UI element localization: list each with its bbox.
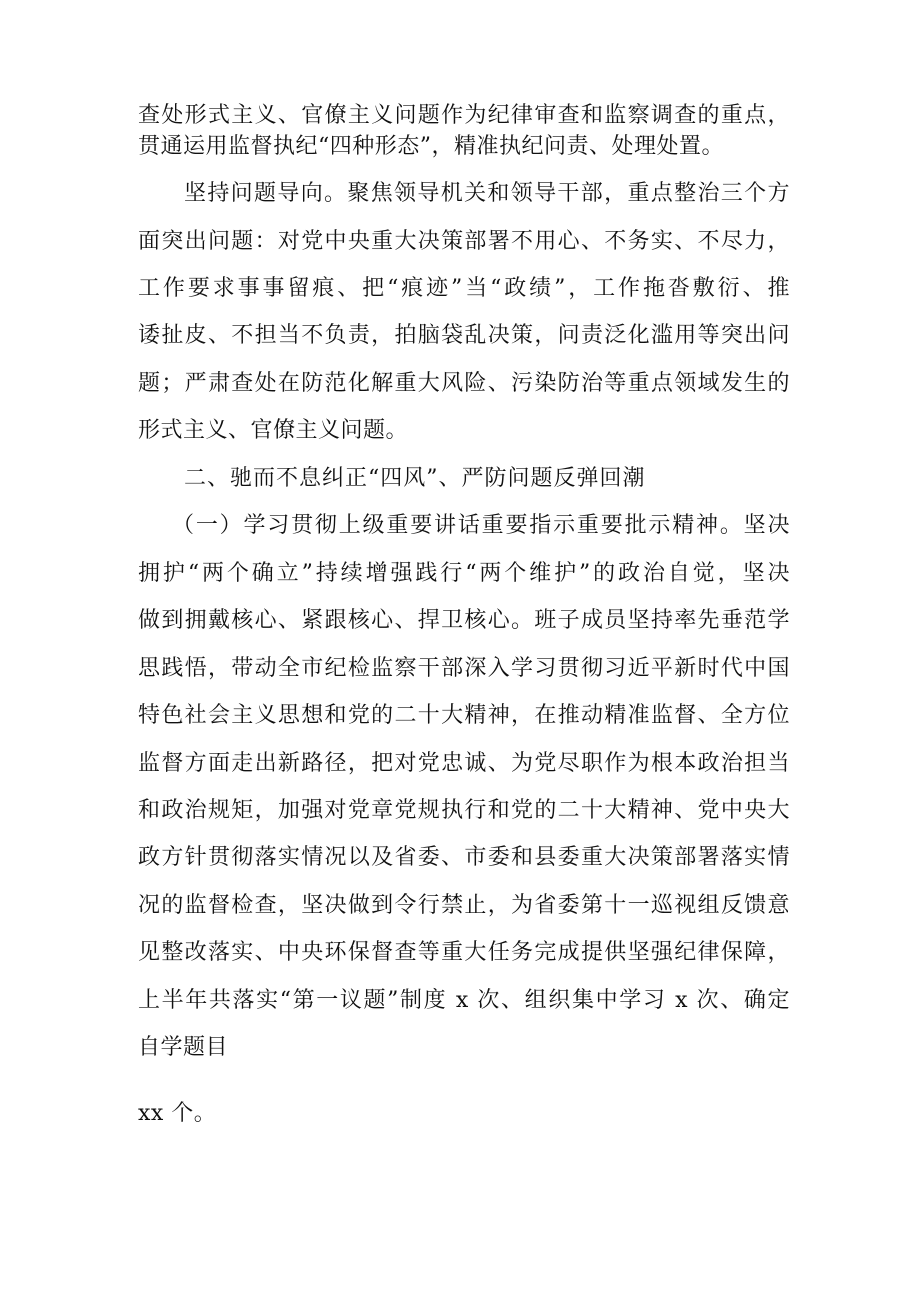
paragraph-line: xx 个。 [138,1101,217,1126]
paragraph-line: 思践悟，带动全市纪检监察干部深入学习贯彻习近平新时代中国 [138,656,790,681]
paragraph-line: 工作要求事事留痕、把“痕迹”当“政绩”，工作拖沓敷衍、推 [138,276,790,301]
paragraph-line: 面突出问题：对党中央重大决策部署不用心、不务实、不尽力， [138,229,790,254]
paragraph-line: 上半年共落实“第一议题”制度 x 次、组织集中学习 x 次、确定 [138,988,790,1013]
paragraph-line: 诿扯皮、不担当不负责，拍脑袋乱决策，问责泛化滥用等突出问 [138,323,790,348]
paragraph-line: 自学题目 [138,1035,229,1060]
paragraph-line: 坚持问题导向。聚焦领导机关和领导干部，重点整治三个方 [184,181,790,206]
paragraph-line: 政方针贯彻落实情况以及省委、市委和县委重大决策部署落实情 [138,845,790,870]
paragraph-line: 查处形式主义、官僚主义问题作为纪律审查和监察调查的重点， [138,103,790,128]
paragraph-line: 见整改落实、中央环保督查等重大任务完成提供坚强纪律保障， [138,940,790,965]
paragraph-line: 题；严肃查处在防范化解重大风险、污染防治等重点领域发生的 [138,371,790,396]
paragraph-line: 做到拥戴核心、紧跟核心、捍卫核心。班子成员坚持率先垂范学 [138,608,790,633]
paragraph-line: 监督方面走出新路径，把对党忠诚、为党尽职作为根本政治担当 [138,751,790,776]
paragraph-line: （一）学习贯彻上级重要讲话重要指示重要批示精神。坚决 [172,513,790,538]
paragraph-line: 形式主义、官僚主义问题。 [138,418,409,443]
paragraph-line: 特色社会主义思想和党的二十大精神，在推动精准监督、全方位 [138,703,790,728]
paragraph-line: 贯通运用监督执纪“四种形态”，精准执纪问责、处理处置。 [138,134,724,159]
paragraph-line: 和政治规矩，加强对党章党规执行和党的二十大精神、党中央大 [138,798,790,823]
paragraph-line: 拥护“两个确立”持续增强践行“两个维护”的政治自觉，坚决 [138,561,790,586]
section-heading: 二、驰而不息纠正“四风”、严防问题反弹回潮 [184,466,646,491]
paragraph-line: 况的监督检查，坚决做到令行禁止，为省委第十一巡视组反馈意 [138,893,790,918]
